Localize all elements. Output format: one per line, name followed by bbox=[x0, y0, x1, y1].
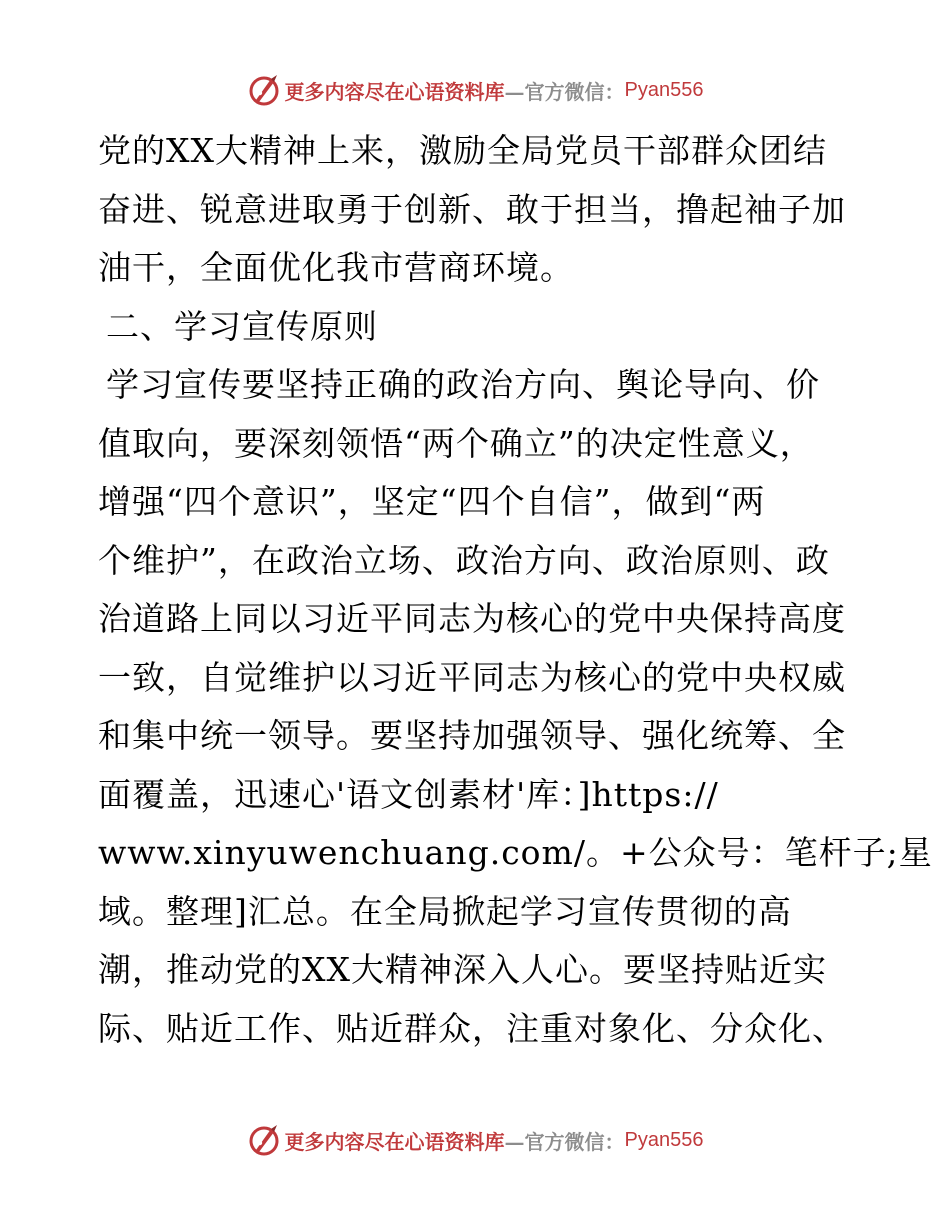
text-line: 潮，推动党的XX大精神深入人心。要坚持贴近实 bbox=[98, 950, 827, 989]
header-banner bbox=[0, 70, 950, 110]
text-line: 域。整理]汇总。在全局掀起学习宣传贯彻的高 bbox=[98, 891, 792, 931]
text-line: 学习宣传要坚持正确的政治方向、舆论导向、价 bbox=[106, 365, 820, 404]
banner-account-id: Pyan556 bbox=[624, 78, 704, 101]
banner-separator-text: —官方微信： bbox=[504, 79, 625, 104]
section-heading: 二、学习宣传原则 bbox=[106, 306, 378, 346]
text-line: 值取向，要深刻领悟“两个确立”的决定性意义， bbox=[98, 423, 814, 463]
quill-pen-circle-icon bbox=[247, 73, 281, 107]
text-line: 面覆盖，迅速心'语文创素材'库：]https:// bbox=[98, 774, 719, 814]
text-line: 油干，全面优化我市营商环境。 bbox=[98, 248, 574, 287]
banner-main-text: 更多内容尽在心语资料库 bbox=[284, 1129, 505, 1154]
banner-account-id: Pyan556 bbox=[624, 1128, 704, 1151]
text-line: 增强“四个意识”，坚定“四个自信”，做到“两 bbox=[98, 482, 766, 521]
banner-separator-text: —官方微信： bbox=[504, 1129, 625, 1154]
text-line: 一致，自觉维护以习近平同志为核心的党中央权威 bbox=[98, 657, 846, 697]
text-line: 奋进、锐意进取勇于创新、敢于担当，撸起袖子加 bbox=[98, 189, 846, 229]
document-body bbox=[98, 122, 933, 1058]
quill-pen-circle-icon bbox=[247, 1123, 281, 1157]
banner-main-text: 更多内容尽在心语资料库 bbox=[284, 79, 505, 104]
text-line: 际、贴近工作、贴近群众，注重对象化、分众化、 bbox=[98, 1008, 846, 1048]
text-line: 和集中统一领导。要坚持加强领导、强化统筹、全 bbox=[98, 716, 846, 755]
text-line: 治道路上同以习近平同志为核心的党中央保持高度 bbox=[98, 599, 846, 638]
text-line: 个维护”，在政治立场、政治方向、政治原则、政 bbox=[98, 540, 830, 580]
text-line: 党的XX大精神上来，激励全局党员干部群众团结 bbox=[98, 131, 827, 170]
footer-banner bbox=[0, 1120, 950, 1160]
text-line: www.xinyuwenchuang.com/。+公众号：笔杆子;星 bbox=[98, 833, 933, 872]
